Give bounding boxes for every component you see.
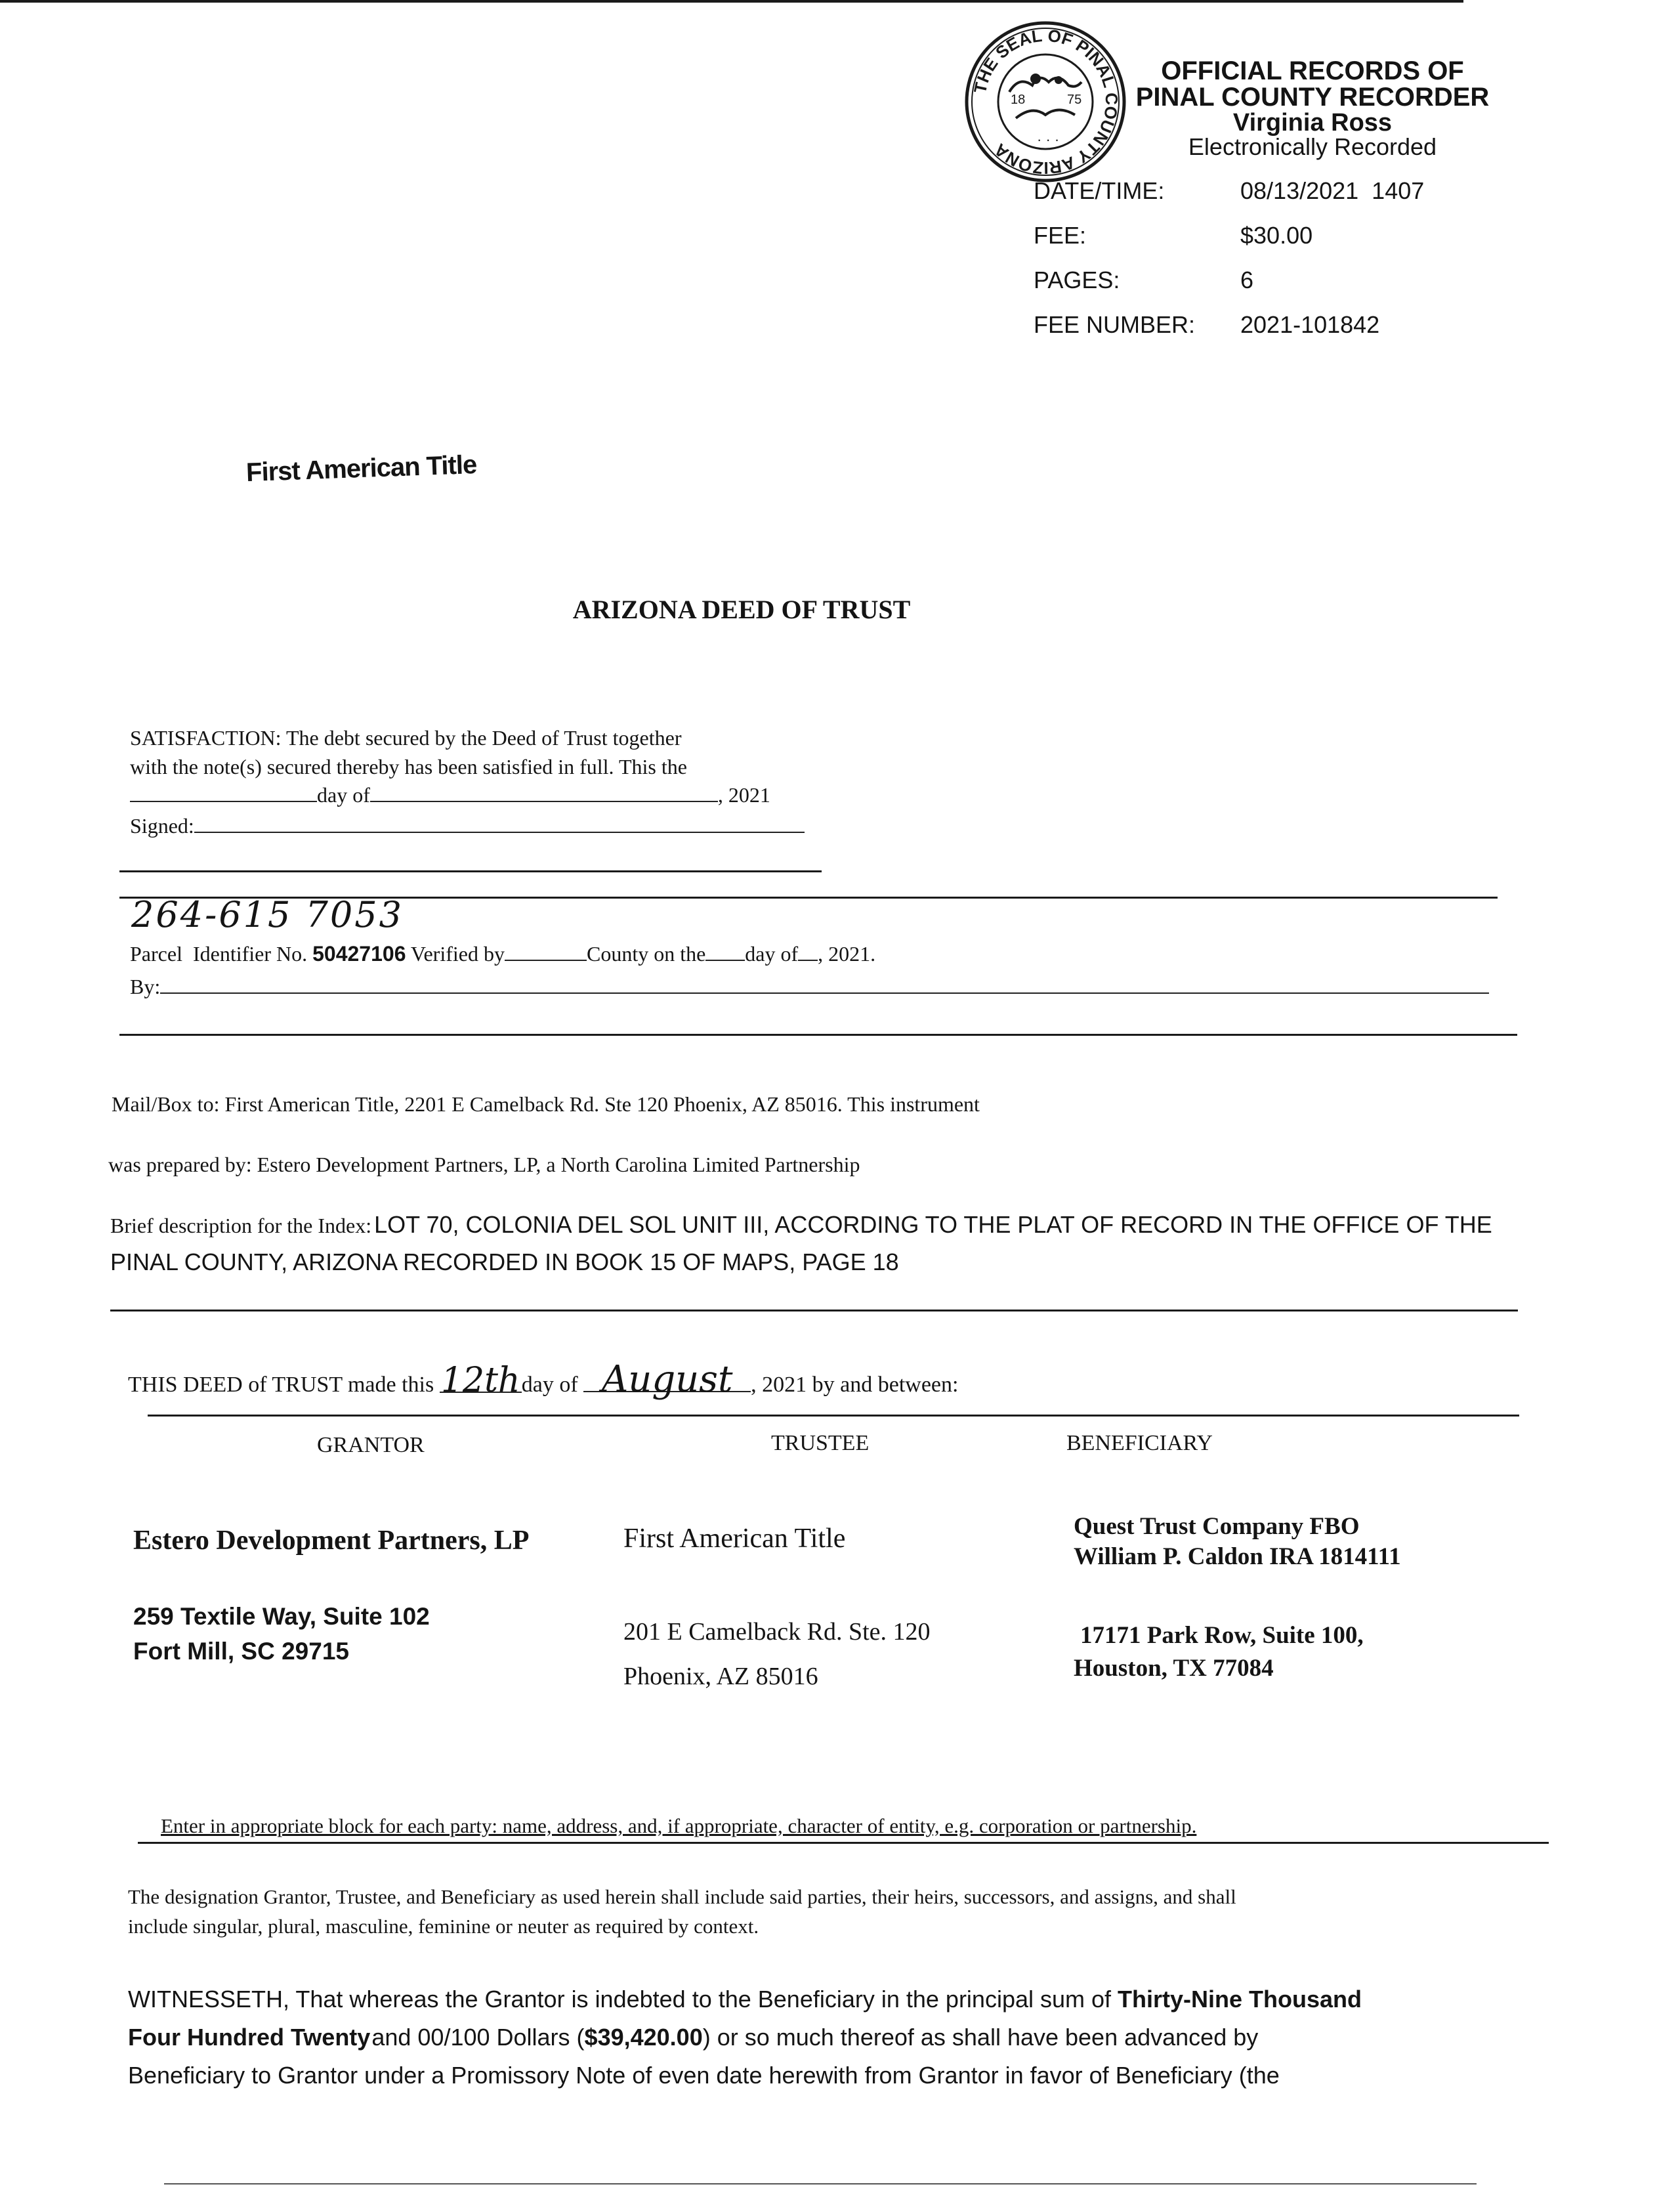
recording-label: FEE NUMBER: <box>1034 311 1196 338</box>
satisfaction-signed-label: Signed: <box>130 814 194 838</box>
satisfaction-month-blank[interactable] <box>370 800 718 802</box>
parcel-verifier-blank[interactable] <box>505 959 587 961</box>
recorder-title-line2: PINAL COUNTY RECORDER <box>1135 83 1490 112</box>
amount-numeric: $39,420.00 <box>584 2024 703 2051</box>
grantor-address-line2: Fort Mill, SC 29715 <box>133 1638 349 1665</box>
parcel-day-blank[interactable] <box>705 959 745 961</box>
brief-description-label: Brief description for the Index: <box>110 1214 372 1237</box>
recording-field-datetime <box>1034 177 1424 205</box>
brief-description-line2: PINAL COUNTY, ARIZONA RECORDED IN BOOK 15 OF MAPS, PAGE 18 <box>110 1248 899 1275</box>
recording-label: DATE/TIME: <box>1034 177 1165 204</box>
parcel-number: 50427106 <box>312 942 406 966</box>
satisfaction-line1: SATISFACTION: The debt secured by the Deed of Trust together <box>130 726 682 750</box>
grantor-name: Estero Development Partners, LP <box>133 1525 530 1556</box>
document-title: ARIZONA DEED OF TRUST <box>572 595 911 624</box>
recording-value: $30.00 <box>1240 222 1313 249</box>
recording-value: 2021-101842 <box>1240 311 1380 338</box>
seal-year-left: 18 <box>1011 93 1026 107</box>
party-instruction: Enter in appropriate block for each party: name, address, and, if appropriate, character of entity, e.g. corporation or partnership. <box>161 1814 1197 1837</box>
satisfaction-date-line <box>130 783 770 807</box>
witnesseth-prefix: WITNESSETH, That whereas the Grantor is indebted to the Beneficiary in the principal sum of <box>128 1986 1112 2013</box>
parcel-county-on-the: County on the <box>586 942 706 966</box>
witnesseth-line1 <box>128 1986 1362 2013</box>
grantor-heading: GRANTOR <box>317 1433 425 1457</box>
recording-field-fee-number <box>1034 311 1379 339</box>
parcel-month-blank[interactable] <box>798 959 818 961</box>
parcel-label: Parcel Identifier No. <box>130 942 308 966</box>
parcel-by-blank[interactable] <box>160 992 1489 994</box>
scan-top-edge <box>0 0 1463 3</box>
company-stamp: First American Title <box>245 450 477 488</box>
beneficiary-address-line1: 17171 Park Row, Suite 100, <box>1080 1622 1364 1649</box>
county-seal-icon <box>963 20 1127 184</box>
brief-description-text1: LOT 70, COLONIA DEL SOL UNIT III, ACCORDING TO THE PLAT OF RECORD IN THE OFFICE OF THE <box>374 1211 1492 1238</box>
deed-month-handwritten: August <box>583 1369 751 1392</box>
recording-value: 6 <box>1240 266 1254 293</box>
deed-day-of: day of <box>521 1373 578 1397</box>
satisfaction-line2: with the note(s) secured thereby has been satisfied in full. This the <box>130 755 687 778</box>
satisfaction-day-of: day of <box>317 783 370 807</box>
recording-field-pages <box>1034 266 1253 294</box>
parties-top-rule <box>148 1415 1519 1417</box>
parcel-line <box>130 942 875 966</box>
party-instruction-rule <box>138 1842 1549 1844</box>
recorder-name: Virginia Ross <box>1232 109 1393 137</box>
grantor-address-line1: 259 Textile Way, Suite 102 <box>133 1603 430 1630</box>
satisfaction-signature-blank[interactable] <box>194 831 805 833</box>
beneficiary-name-line2: William P. Caldon IRA 1814111 <box>1074 1543 1401 1570</box>
amount-words-part2: Four Hundred Twenty <box>128 2024 371 2051</box>
witnesseth-line3: Beneficiary to Grantor under a Promissory Note of even date herewith from Grantor in favor of Beneficiary (the <box>128 2062 1280 2089</box>
trustee-name: First American Title <box>623 1524 846 1554</box>
parcel-bottom-rule <box>119 1034 1517 1036</box>
designation-line1: The designation Grantor, Trustee, and Beneficiary as used herein shall include said parties, their heirs, successors, and assigns, and shall <box>128 1885 1236 1908</box>
recording-method: Electronically Recorded <box>1188 133 1437 160</box>
parcel-year: , 2021. <box>818 942 876 966</box>
satisfaction-underline <box>119 870 822 872</box>
satisfaction-year: , 2021 <box>717 783 770 807</box>
prepared-by: was prepared by: Estero Development Partners, LP, a North Carolina Limited Partnership <box>108 1153 860 1176</box>
parcel-day-of: day of <box>745 942 799 966</box>
brief-description-line1 <box>110 1211 1492 1239</box>
satisfaction-signed-line <box>130 814 805 838</box>
seal-year-right: 75 <box>1067 93 1082 107</box>
recording-label: FEE: <box>1034 222 1087 249</box>
recording-field-fee <box>1034 222 1312 249</box>
seal-ring-text: THE SEAL OF PINAL COUNTY ARIZONA <box>969 25 1122 179</box>
recording-label: PAGES: <box>1034 266 1120 293</box>
satisfaction-day-blank[interactable] <box>130 800 317 802</box>
witnesseth-suffix: ) or so much thereof as shall have been advanced by <box>702 2024 1259 2051</box>
parcel-by-label: By: <box>130 975 161 998</box>
deed-made-suffix: , 2021 by and between: <box>751 1373 959 1397</box>
scan-bottom-edge <box>164 2183 1477 2184</box>
mail-to: Mail/Box to: First American Title, 2201 E Camelback Rd. Ste 120 Phoenix, AZ 85016. This instrument <box>112 1092 980 1116</box>
witnesseth-line2 <box>128 2024 1258 2051</box>
recording-value: 08/13/2021 1407 <box>1240 177 1425 204</box>
deed-made-line <box>128 1358 959 1401</box>
beneficiary-name-line1: Quest Trust Company FBO <box>1074 1513 1360 1540</box>
trustee-address-line1: 201 E Camelback Rd. Ste. 120 <box>623 1618 931 1646</box>
brief-description-rule <box>110 1310 1518 1311</box>
beneficiary-heading: BENEFICIARY <box>1066 1431 1213 1455</box>
trustee-heading: TRUSTEE <box>771 1431 870 1455</box>
parcel-verified-by: Verified by <box>410 942 505 966</box>
parcel-handwritten-number: 264-615 7053 <box>131 894 404 935</box>
recorder-title-line1: OFFICIAL RECORDS OF <box>1161 56 1464 85</box>
parcel-by-line <box>130 975 1489 999</box>
deed-made-prefix: THIS DEED of TRUST made this <box>128 1373 434 1397</box>
witnesseth-mid: and 00/100 Dollars ( <box>371 2024 585 2051</box>
svg-text:THE SEAL OF PINAL COUNTY ARIZO <box>970 26 1122 178</box>
trustee-address-line2: Phoenix, AZ 85016 <box>623 1663 818 1690</box>
svg-text:· · ·: · · · <box>1037 131 1060 148</box>
beneficiary-address-line2: Houston, TX 77084 <box>1074 1655 1274 1682</box>
deed-day-handwritten: 12th <box>440 1369 522 1393</box>
recorder-header <box>1129 58 1496 159</box>
amount-words-part1: Thirty-Nine Thousand <box>1118 1986 1362 2013</box>
designation-line2: include singular, plural, masculine, feminine or neuter as required by context. <box>128 1915 759 1938</box>
